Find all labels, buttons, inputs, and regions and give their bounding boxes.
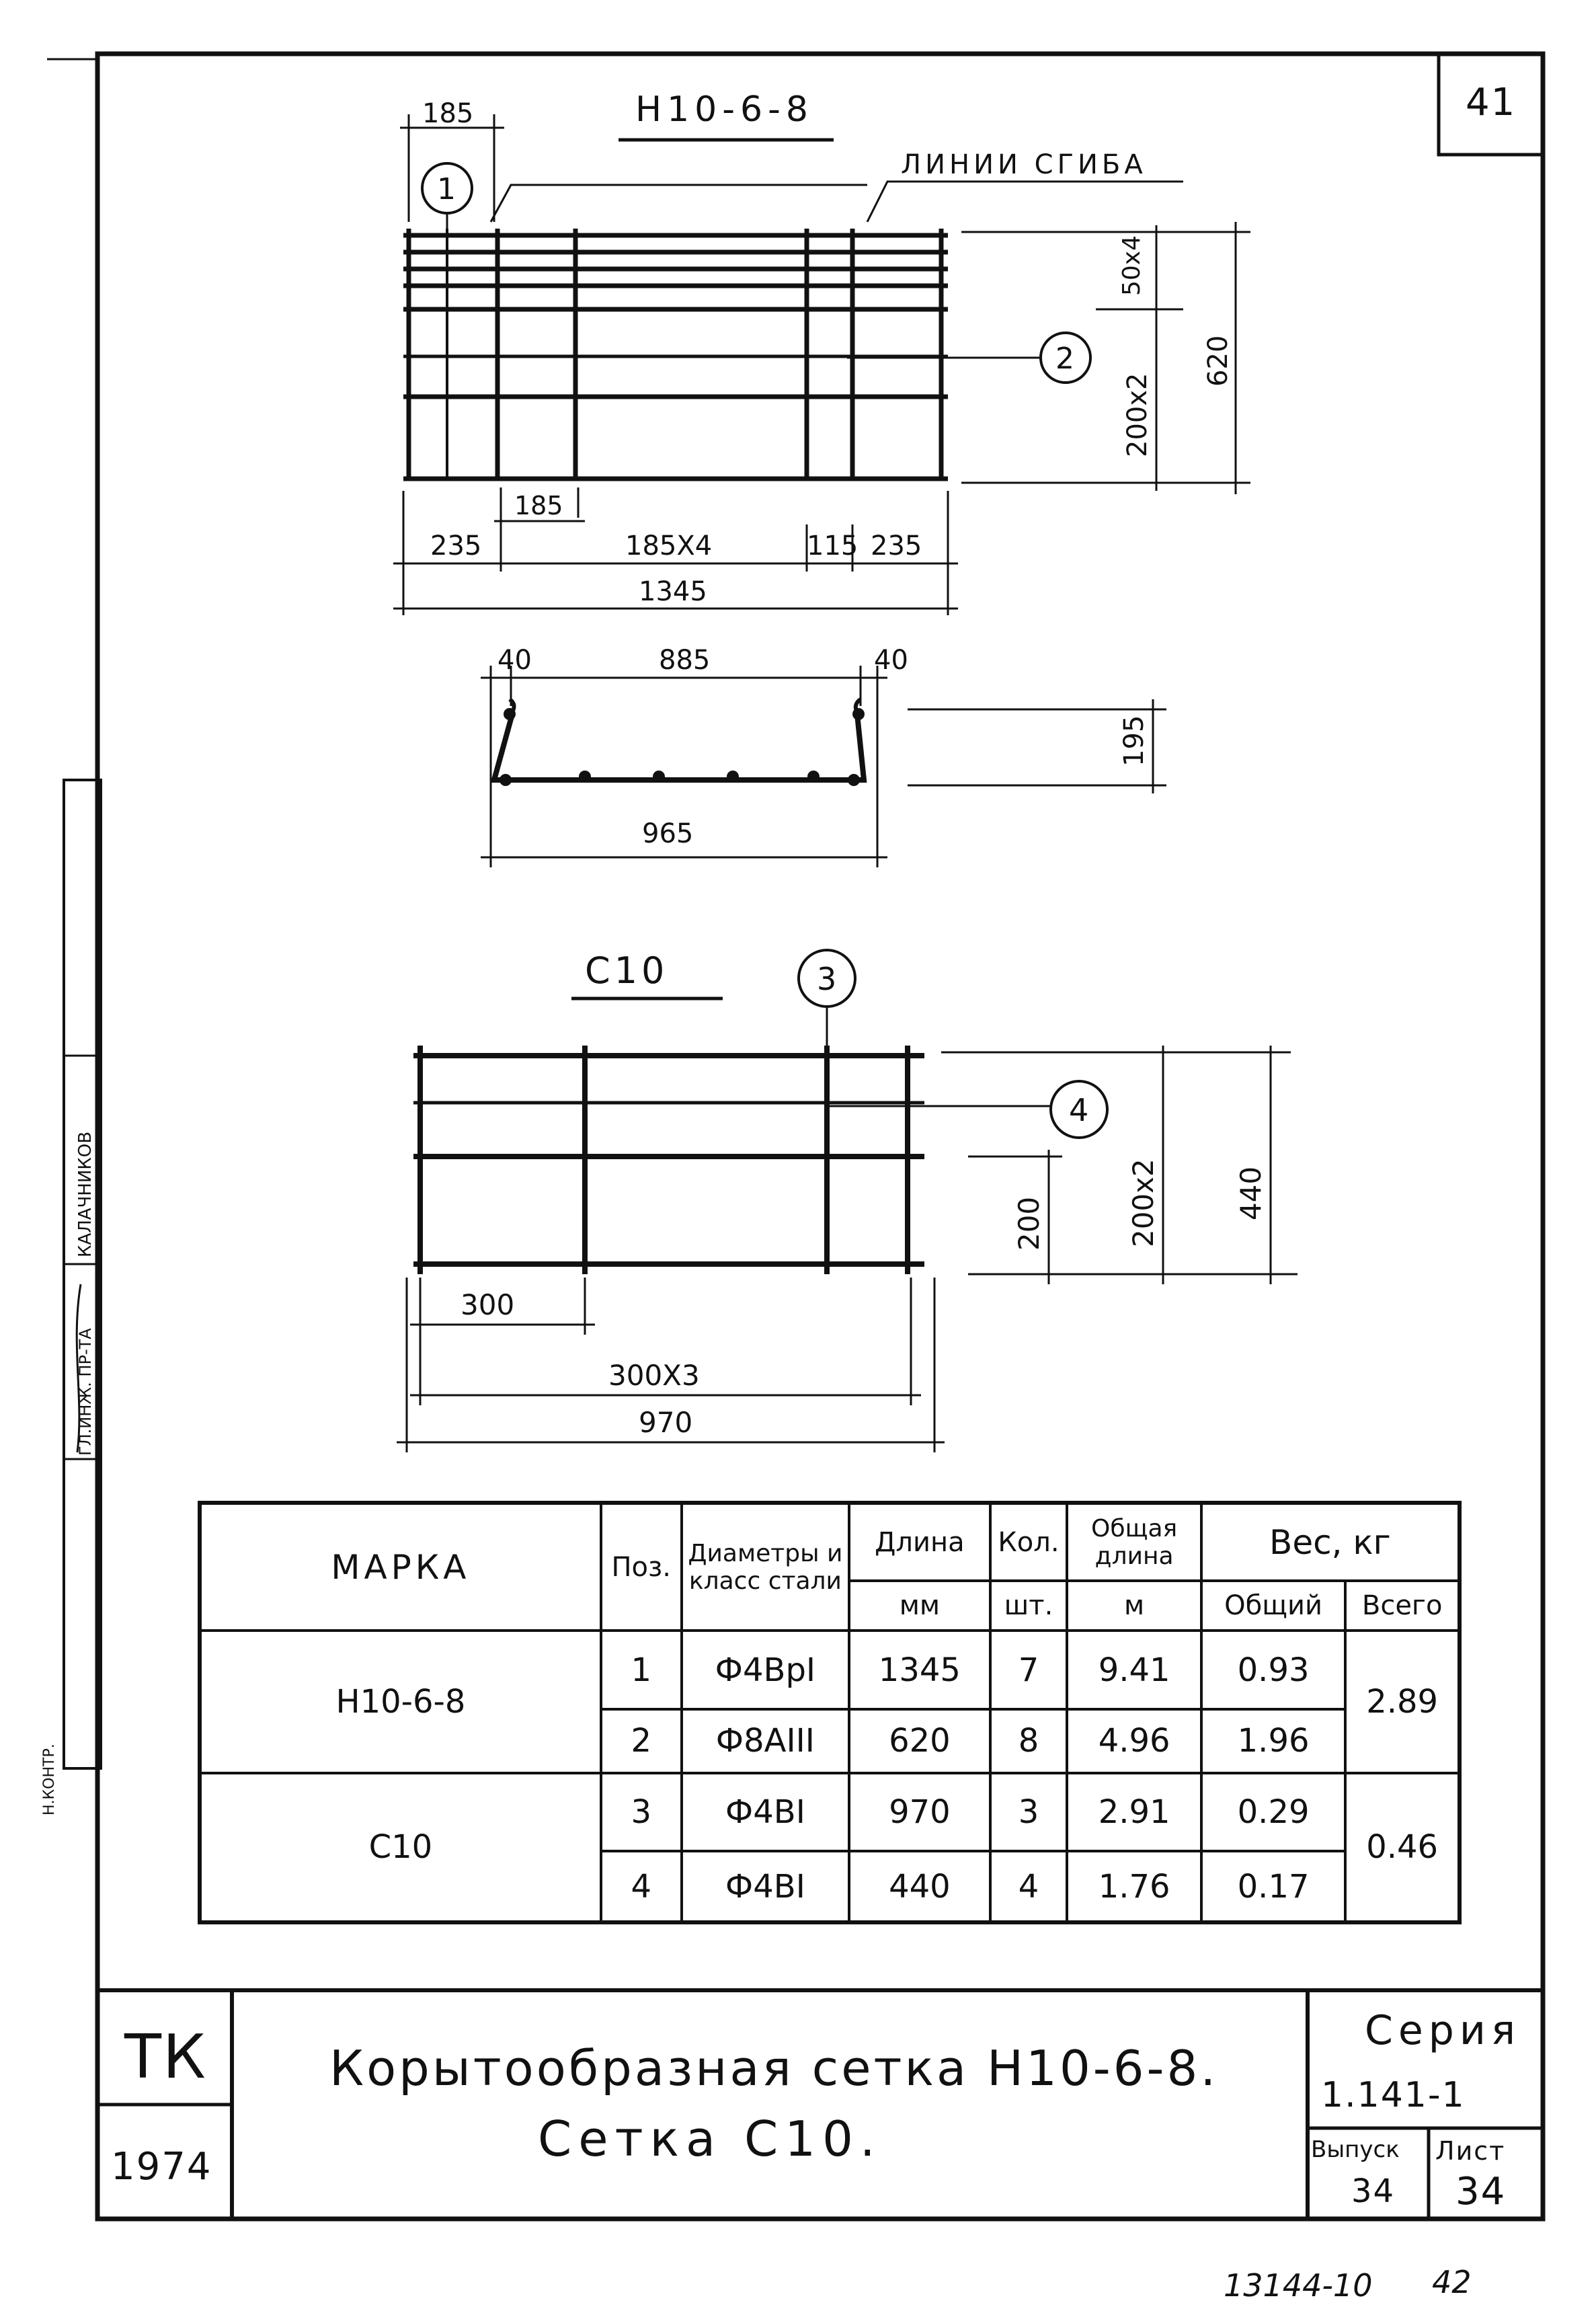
sheet-value: 34 — [1455, 2170, 1507, 2214]
sec-40-left: 40 — [497, 645, 532, 676]
cell-diam: Ф4ВI — [682, 1851, 850, 1922]
year: 1974 — [111, 2145, 212, 2189]
cell-pos: 4 — [601, 1851, 682, 1922]
pos4-label: 4 — [1069, 1092, 1089, 1128]
corner-number: 41 — [1466, 81, 1517, 124]
cell-pos: 1 — [601, 1631, 682, 1709]
stamp-suffix: 42 — [1432, 2264, 1472, 2300]
hdr-length: Длина — [849, 1503, 990, 1581]
bend-lines-label: ЛИНИИ СГИБА — [901, 149, 1147, 180]
pos2-label: 2 — [1055, 342, 1074, 376]
n10-title: Н10-6-8 — [635, 89, 813, 130]
dim-185-top: 185 — [422, 98, 474, 129]
cell-pos: 3 — [601, 1773, 682, 1851]
cell-pos: 2 — [601, 1709, 682, 1773]
dim-235-right: 235 — [871, 531, 922, 561]
hdr-total-len: Общая длина — [1067, 1503, 1201, 1581]
mesh-c10-plan — [413, 1046, 924, 1274]
cell-length: 440 — [849, 1851, 990, 1922]
cell-qty: 7 — [990, 1631, 1068, 1709]
dim-185-inner: 185 — [514, 491, 563, 520]
pos1-label: 1 — [437, 172, 456, 206]
cell-weight: 0.29 — [1201, 1773, 1345, 1851]
cell-total-len: 2.91 — [1067, 1773, 1201, 1851]
spec-table — [198, 1501, 1462, 1924]
dim-620: 620 — [1203, 335, 1234, 387]
dim-200-c10: 200 — [1012, 1196, 1045, 1251]
hdr-qty: Кол. — [990, 1503, 1068, 1581]
cell-diam: Ф4ВрI — [682, 1631, 850, 1709]
dim-200x2-c10: 200x2 — [1127, 1159, 1160, 1247]
dim-300: 300 — [461, 1288, 515, 1321]
cell-total-len: 9.41 — [1067, 1631, 1201, 1709]
side-name: КАЛАЧНИКОВ — [75, 1131, 95, 1257]
dim-185x4: 185X4 — [625, 531, 713, 561]
cell-weight: 0.17 — [1201, 1851, 1345, 1922]
side-dept: ГЛ.ИНЖ. ПР-ТА — [76, 1328, 95, 1456]
group-mark: Н10-6-8 — [200, 1631, 601, 1773]
pos3-label: 3 — [817, 961, 837, 997]
sec-40-right: 40 — [874, 645, 908, 676]
cell-qty: 8 — [990, 1709, 1068, 1773]
issue-value: 34 — [1351, 2172, 1396, 2210]
group-mark: С10 — [200, 1773, 601, 1922]
dim-970: 970 — [639, 1406, 693, 1439]
dim-50x4: 50x4 — [1118, 235, 1146, 296]
sec-195: 195 — [1119, 715, 1150, 767]
hdr-qty-unit: шт. — [990, 1581, 1068, 1631]
table-row — [200, 1773, 1460, 1851]
stamp-number: 13144-10 — [1224, 2267, 1373, 2304]
title-line2: Сетка С10. — [538, 2111, 882, 2167]
mesh-n10-plan — [403, 229, 948, 479]
issue-label: Выпуск — [1311, 2136, 1400, 2163]
sec-885: 885 — [659, 645, 711, 676]
series-value: 1.141-1 — [1321, 2075, 1466, 2115]
title-line1: Корытообразная сетка Н10-6-8. — [329, 2040, 1219, 2097]
table-row — [200, 1631, 1460, 1709]
sheet-label: Лист — [1435, 2136, 1506, 2166]
hdr-mark: МАРКА — [200, 1503, 601, 1631]
dim-300x3: 300X3 — [608, 1359, 700, 1392]
mesh-n10-section — [494, 699, 864, 780]
dim-1345: 1345 — [639, 576, 707, 607]
hdr-diam: Диаметры и класс стали — [682, 1503, 850, 1631]
c10-title: С10 — [585, 949, 669, 992]
org-code: ТК — [124, 2022, 207, 2092]
hdr-length-unit: мм — [849, 1581, 990, 1631]
side-role: Н.КОНТР. — [41, 1744, 58, 1815]
cell-weight: 0.93 — [1201, 1631, 1345, 1709]
cell-qty: 4 — [990, 1851, 1068, 1922]
cell-total-len: 4.96 — [1067, 1709, 1201, 1773]
cell-length: 970 — [849, 1773, 990, 1851]
hdr-weight-all: Всего — [1345, 1581, 1460, 1631]
cell-diam: Ф4ВI — [682, 1773, 850, 1851]
dim-440: 440 — [1234, 1166, 1267, 1220]
cell-qty: 3 — [990, 1773, 1068, 1851]
group-total: 2.89 — [1345, 1631, 1460, 1773]
dim-115: 115 — [807, 531, 859, 561]
dim-235-left: 235 — [430, 531, 482, 561]
hdr-pos: Поз. — [601, 1503, 682, 1631]
cell-length: 1345 — [849, 1631, 990, 1709]
cell-length: 620 — [849, 1709, 990, 1773]
hdr-weight: Вес, кг — [1201, 1503, 1460, 1581]
hdr-weight-total: Общий — [1201, 1581, 1345, 1631]
dim-200x2: 200x2 — [1122, 373, 1153, 457]
cell-diam: Ф8АIII — [682, 1709, 850, 1773]
hdr-total-len-unit: м — [1067, 1581, 1201, 1631]
series-label: Серия — [1365, 2007, 1521, 2054]
sec-965: 965 — [642, 818, 694, 849]
group-total: 0.46 — [1345, 1773, 1460, 1922]
cell-total-len: 1.76 — [1067, 1851, 1201, 1922]
cell-weight: 1.96 — [1201, 1709, 1345, 1773]
